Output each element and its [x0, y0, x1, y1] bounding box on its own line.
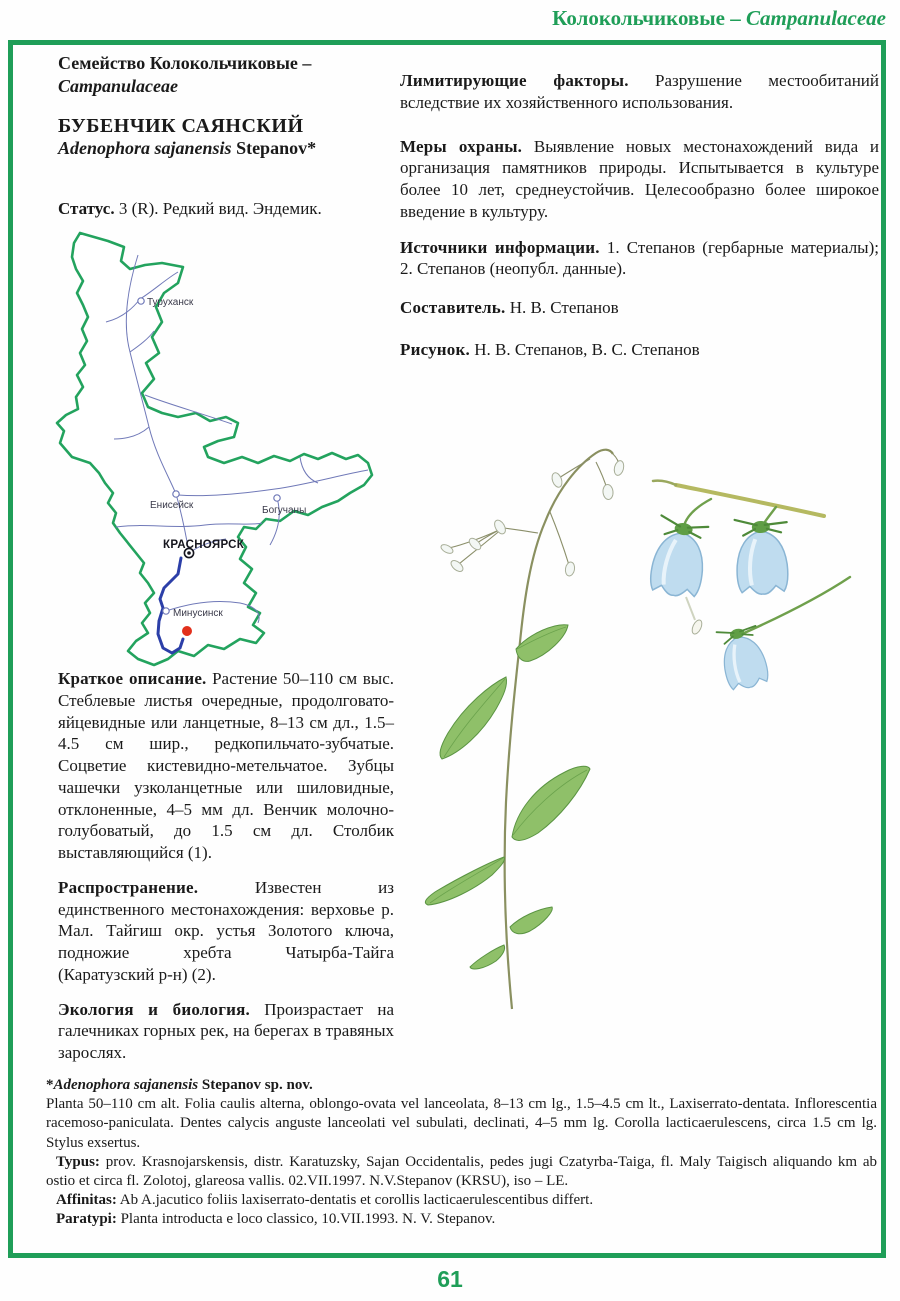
protection-text: Выявление новых местонахождений вида и организация памятников природы. Испытывается в культуре более 10 лет, среднеустойчив. Целесообразно более широкое введение в культуру. [400, 136, 879, 221]
family-name [58, 52, 394, 99]
running-head [552, 6, 886, 31]
species-name-ru: БУБЕНЧИК САЯНСКИЙ [58, 114, 304, 137]
ecology-text: Произрастает на галечниках горных рек, на берегах в травяных зарослях. [58, 999, 394, 1062]
distribution-text: Известен из единственного местонахождения: верховье р. Мал. Тайгиш окр. устья Золотого ключа, подножие хребта Чатырба-Тайга (Каратузский р-н) (2). [58, 877, 394, 984]
compiler-label: Составитель. [400, 298, 506, 317]
limiting-factors-text: Разрушение местообитаний вследствие их хозяйственного использования. [400, 71, 879, 112]
running-head-family-la: Campanulaceae [746, 6, 886, 30]
illustrator-paragraph [400, 339, 879, 361]
affinitas-text: Ab A.jacutico foliis laxiserrato-dentatis et corollis lacticaerulescentibus differt. [116, 1192, 594, 1209]
paratypi-label: Paratypi: [56, 1211, 117, 1228]
species-name [58, 115, 394, 159]
footnote-paratypi [46, 1210, 877, 1229]
description-paragraph [58, 668, 394, 864]
left-column-text [58, 668, 394, 1077]
paratypi-text: Planta introducta e loco classico, 10.VII.1993. N. V. Stepanov. [116, 1211, 496, 1228]
bell-flower-1 [648, 515, 710, 599]
city-label-turukhansk: Туруханск [147, 297, 194, 308]
ecology-label: Экология и биология. [58, 999, 250, 1019]
status-line [58, 199, 394, 219]
bell-flower-3 [715, 622, 770, 692]
distribution-label: Распространение. [58, 877, 199, 897]
status-label: Статус. [58, 198, 115, 218]
sources-paragraph [400, 237, 879, 281]
right-column-text [400, 70, 879, 373]
city-label-boguchany: Богучаны [262, 505, 307, 516]
footnote-asterisk: * [46, 1077, 54, 1093]
city-dot-minusinsk [163, 608, 169, 614]
footnote-typus [46, 1153, 877, 1191]
city-dot-boguchany [274, 495, 280, 501]
city-dot-yeniseysk [173, 491, 179, 497]
footnote-author: Stepanov sp. nov. [198, 1077, 313, 1093]
compiler-paragraph [400, 297, 879, 319]
limiting-factors-paragraph [400, 70, 879, 114]
protection-paragraph [400, 136, 879, 223]
illustrator-label: Рисунок. [400, 339, 470, 359]
limiting-factors-label: Лимитирующие факторы. [400, 71, 629, 90]
city-label-yeniseysk: Енисейск [150, 500, 194, 511]
plant-illustration [420, 437, 885, 1017]
stem-leaves [425, 625, 590, 969]
status-text: 3 (R). Редкий вид. Эндемик. [114, 198, 322, 218]
city-dot-turukhansk [138, 298, 144, 304]
description-text: Растение 50–110 см выс. Стеблевые листья очередные, продолговато-яйцевидные или ланцетные, 8–13 см дл., 1.5–4.5 см шир., редкопильчато-зубчатые. Соцветие кистевидно-метельчатое. Зубцы чашечки узколанцетные или шиловидные, отклоненные, 4–5 мм дл. Венчик молочно-голубоватый, до 1.5 см дл. Столбик выставляющийся (1). [58, 669, 394, 862]
flowering-branch-stem [676, 485, 824, 516]
city-label-minusinsk: Минусинск [173, 608, 223, 619]
family-name-la: Campanulaceae [58, 76, 178, 97]
page-number: 61 [437, 1266, 463, 1292]
style-tip [690, 619, 704, 636]
footnote-affinitas [46, 1191, 877, 1210]
region-outline [57, 233, 372, 665]
flowering-branch-tip [653, 481, 676, 485]
family-name-ru: Семейство Колокольчиковые – [58, 53, 312, 73]
footnote-species-latin: Adenophora sajanensis [53, 1077, 199, 1093]
typus-label: Typus: [56, 1153, 100, 1170]
species-author: Stepanov* [231, 137, 317, 158]
running-head-family-ru: Колокольчиковые – [552, 6, 746, 30]
sources-text: 1. Степанов (гербарные материалы); 2. Степанов (неопубл. данные). [400, 237, 879, 279]
bell-flower-2 [735, 518, 790, 595]
occurrence-marker [182, 626, 192, 636]
city-label-krasnoyarsk: КРАСНОЯРСК [163, 539, 245, 551]
species-name-latin: Adenophora sajanensis [58, 137, 232, 158]
taxon-header-block [58, 52, 394, 219]
typus-text: prov. Krasnojarskensis, distr. Karatuzsky, Sajan Occidentalis, pedes jugi Czatyrba-Taiga, fl. Maly Taigisch aliquando km ab ostio et circa fl. Zolotoj, glareosa vallis. 02.VII.1997. N.V.Stepanov (KRSU), iso – LE. [46, 1153, 877, 1189]
protection-label: Меры охраны. [400, 136, 523, 156]
exserted-style [686, 597, 695, 620]
compiler-text: Н. В. Степанов [505, 298, 619, 317]
sources-label: Источники информации. [400, 237, 600, 257]
ecology-paragraph [58, 999, 394, 1064]
affinitas-label: Affinitas: [56, 1192, 117, 1209]
distribution-paragraph [58, 877, 394, 986]
range-map [50, 227, 385, 667]
latin-diagnosis-footnote [46, 1076, 877, 1230]
description-label: Краткое описание. [58, 669, 207, 688]
illustrator-text: Н. В. Степанов, В. С. Степанов [469, 339, 700, 359]
footnote-diagnosis: Planta 50–110 cm alt. Folia caulis alterna, oblongo-ovata vel lanceolata, 8–13 cm lg., 1.5–4.5 cm lt., Laxiserrato-dentata. Inflorescentia racemoso-paniculata. Dentes calycis anguste lanceolati vel subulati, declinati, 4–5 mm lg. Corolla lacticaerulescens, circa 1.5 cm lg. Stylus exsertus. [46, 1096, 877, 1151]
footnote-title [46, 1076, 877, 1095]
